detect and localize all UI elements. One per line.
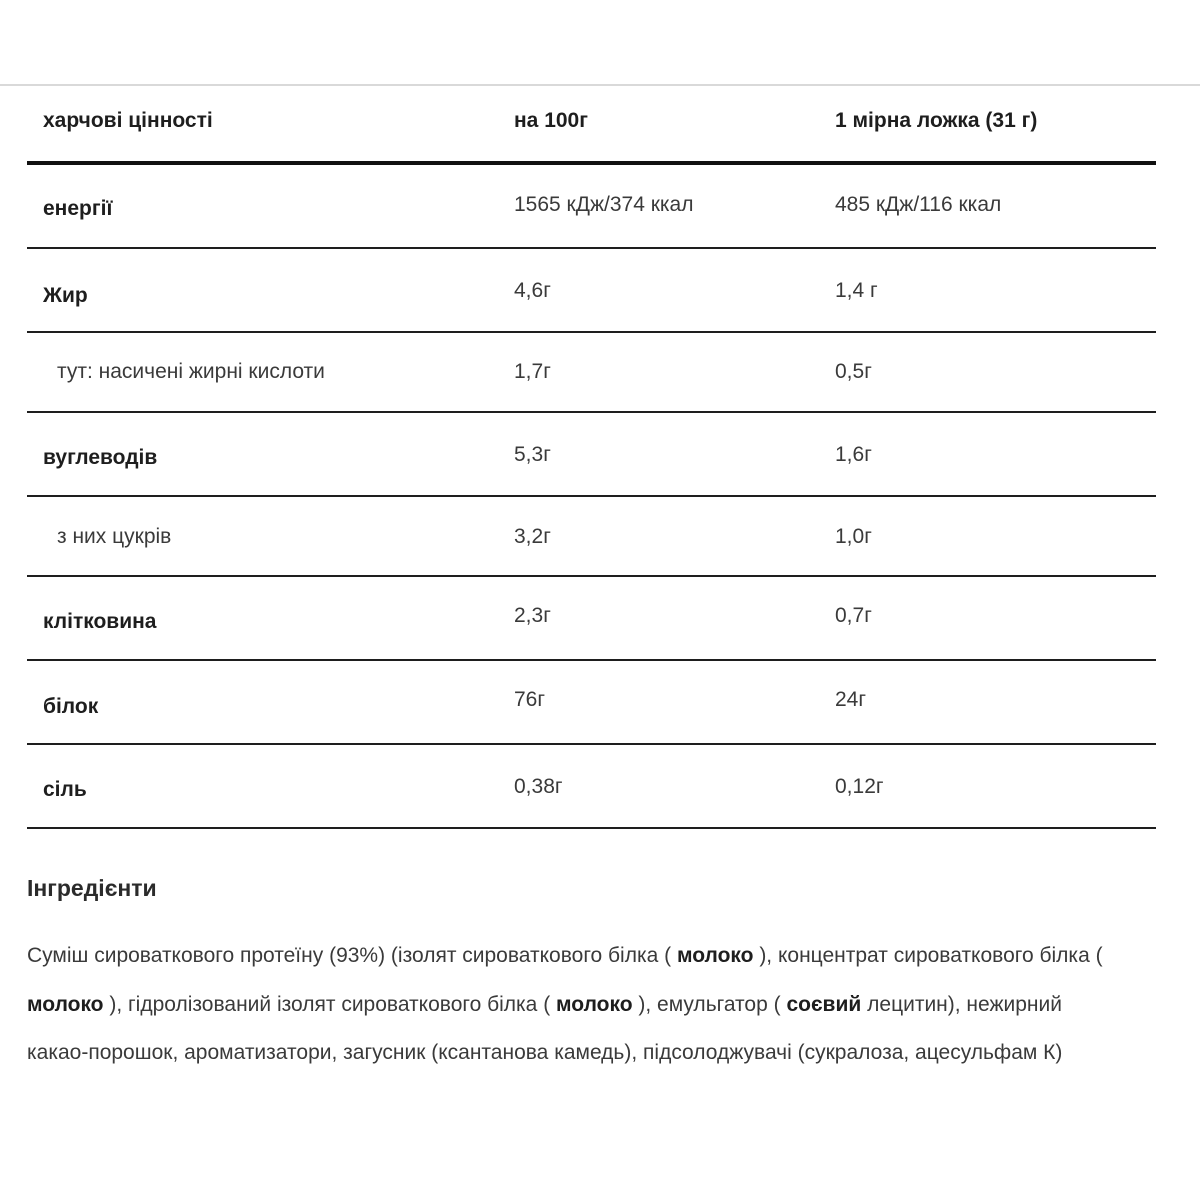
table-row-energy (27, 165, 1156, 249)
ingredients-heading: Інгредієнти (27, 875, 157, 901)
allergen-milk: молоко (556, 992, 633, 1016)
row-value-per-serving: 0,5г (835, 360, 872, 383)
allergen-milk: молоко (676, 944, 754, 967)
ingredients-text-segment: лецитин), нежирний какао-порошок, ароматизатори, загусник (ксантанова камедь), підсолоджувачі (сукралоза, ацесульфам К) (27, 992, 1063, 1064)
ingredients-paragraph (27, 932, 1107, 1078)
table-row-saturated-fat (27, 333, 1156, 413)
row-label: Жир (43, 284, 88, 307)
row-label: білок (43, 695, 99, 718)
row-value-per-serving: 24г (835, 688, 867, 711)
row-value-per-serving: 1,4 г (835, 279, 878, 302)
row-value-per-100g: 3,2г (514, 525, 551, 548)
row-value-per-100g: 2,3г (514, 604, 551, 627)
table-row-sugars (27, 497, 1156, 577)
table-row-carbohydrates (27, 413, 1156, 497)
allergen-milk: молоко (27, 992, 104, 1016)
row-value-per-100g: 4,6г (514, 279, 551, 302)
row-value-per-serving: 1,6г (835, 443, 872, 466)
table-header-row (27, 85, 1156, 165)
row-value-per-100g: 1565 кДж/374 ккал (514, 193, 694, 216)
table-row-protein (27, 661, 1156, 745)
header-per-100g: на 100г (514, 109, 588, 132)
row-value-per-serving: 0,7г (835, 604, 872, 627)
ingredients-text-segment: ), концентрат сироваткового білка ( (753, 944, 1103, 967)
ingredients-text-segment: ), гідролізований ізолят сироваткового білка ( (103, 992, 557, 1016)
ingredients-text-segment: Суміш сироваткового протеїну (93%) (ізолят сироваткового білка ( (27, 944, 677, 967)
allergen-soy: соєвий (786, 992, 862, 1016)
table-row-fiber (27, 577, 1156, 661)
row-label: енергії (43, 197, 113, 220)
row-label: клітковина (43, 610, 157, 633)
row-value-per-serving: 0,12г (835, 775, 884, 798)
table-row-salt (27, 745, 1156, 829)
row-value-per-100g: 1,7г (514, 360, 551, 383)
header-per-serving: 1 мірна ложка (31 г) (835, 109, 1038, 132)
row-label: тут: насичені жирні кислоти (57, 360, 325, 383)
row-value-per-serving: 1,0г (835, 525, 872, 548)
row-value-per-100g: 0,38г (514, 775, 563, 798)
header-nutrient: харчові цінності (43, 109, 213, 132)
table-row-fat (27, 249, 1156, 333)
row-value-per-serving: 485 кДж/116 ккал (835, 193, 1002, 216)
row-label: сіль (43, 778, 87, 801)
nutrition-table (27, 85, 1156, 829)
ingredients-text-segment: ), емульгатор ( (632, 992, 787, 1016)
row-value-per-100g: 76г (514, 688, 546, 711)
row-label: з них цукрів (57, 525, 172, 548)
row-label: вуглеводів (43, 446, 158, 469)
row-value-per-100g: 5,3г (514, 443, 551, 466)
